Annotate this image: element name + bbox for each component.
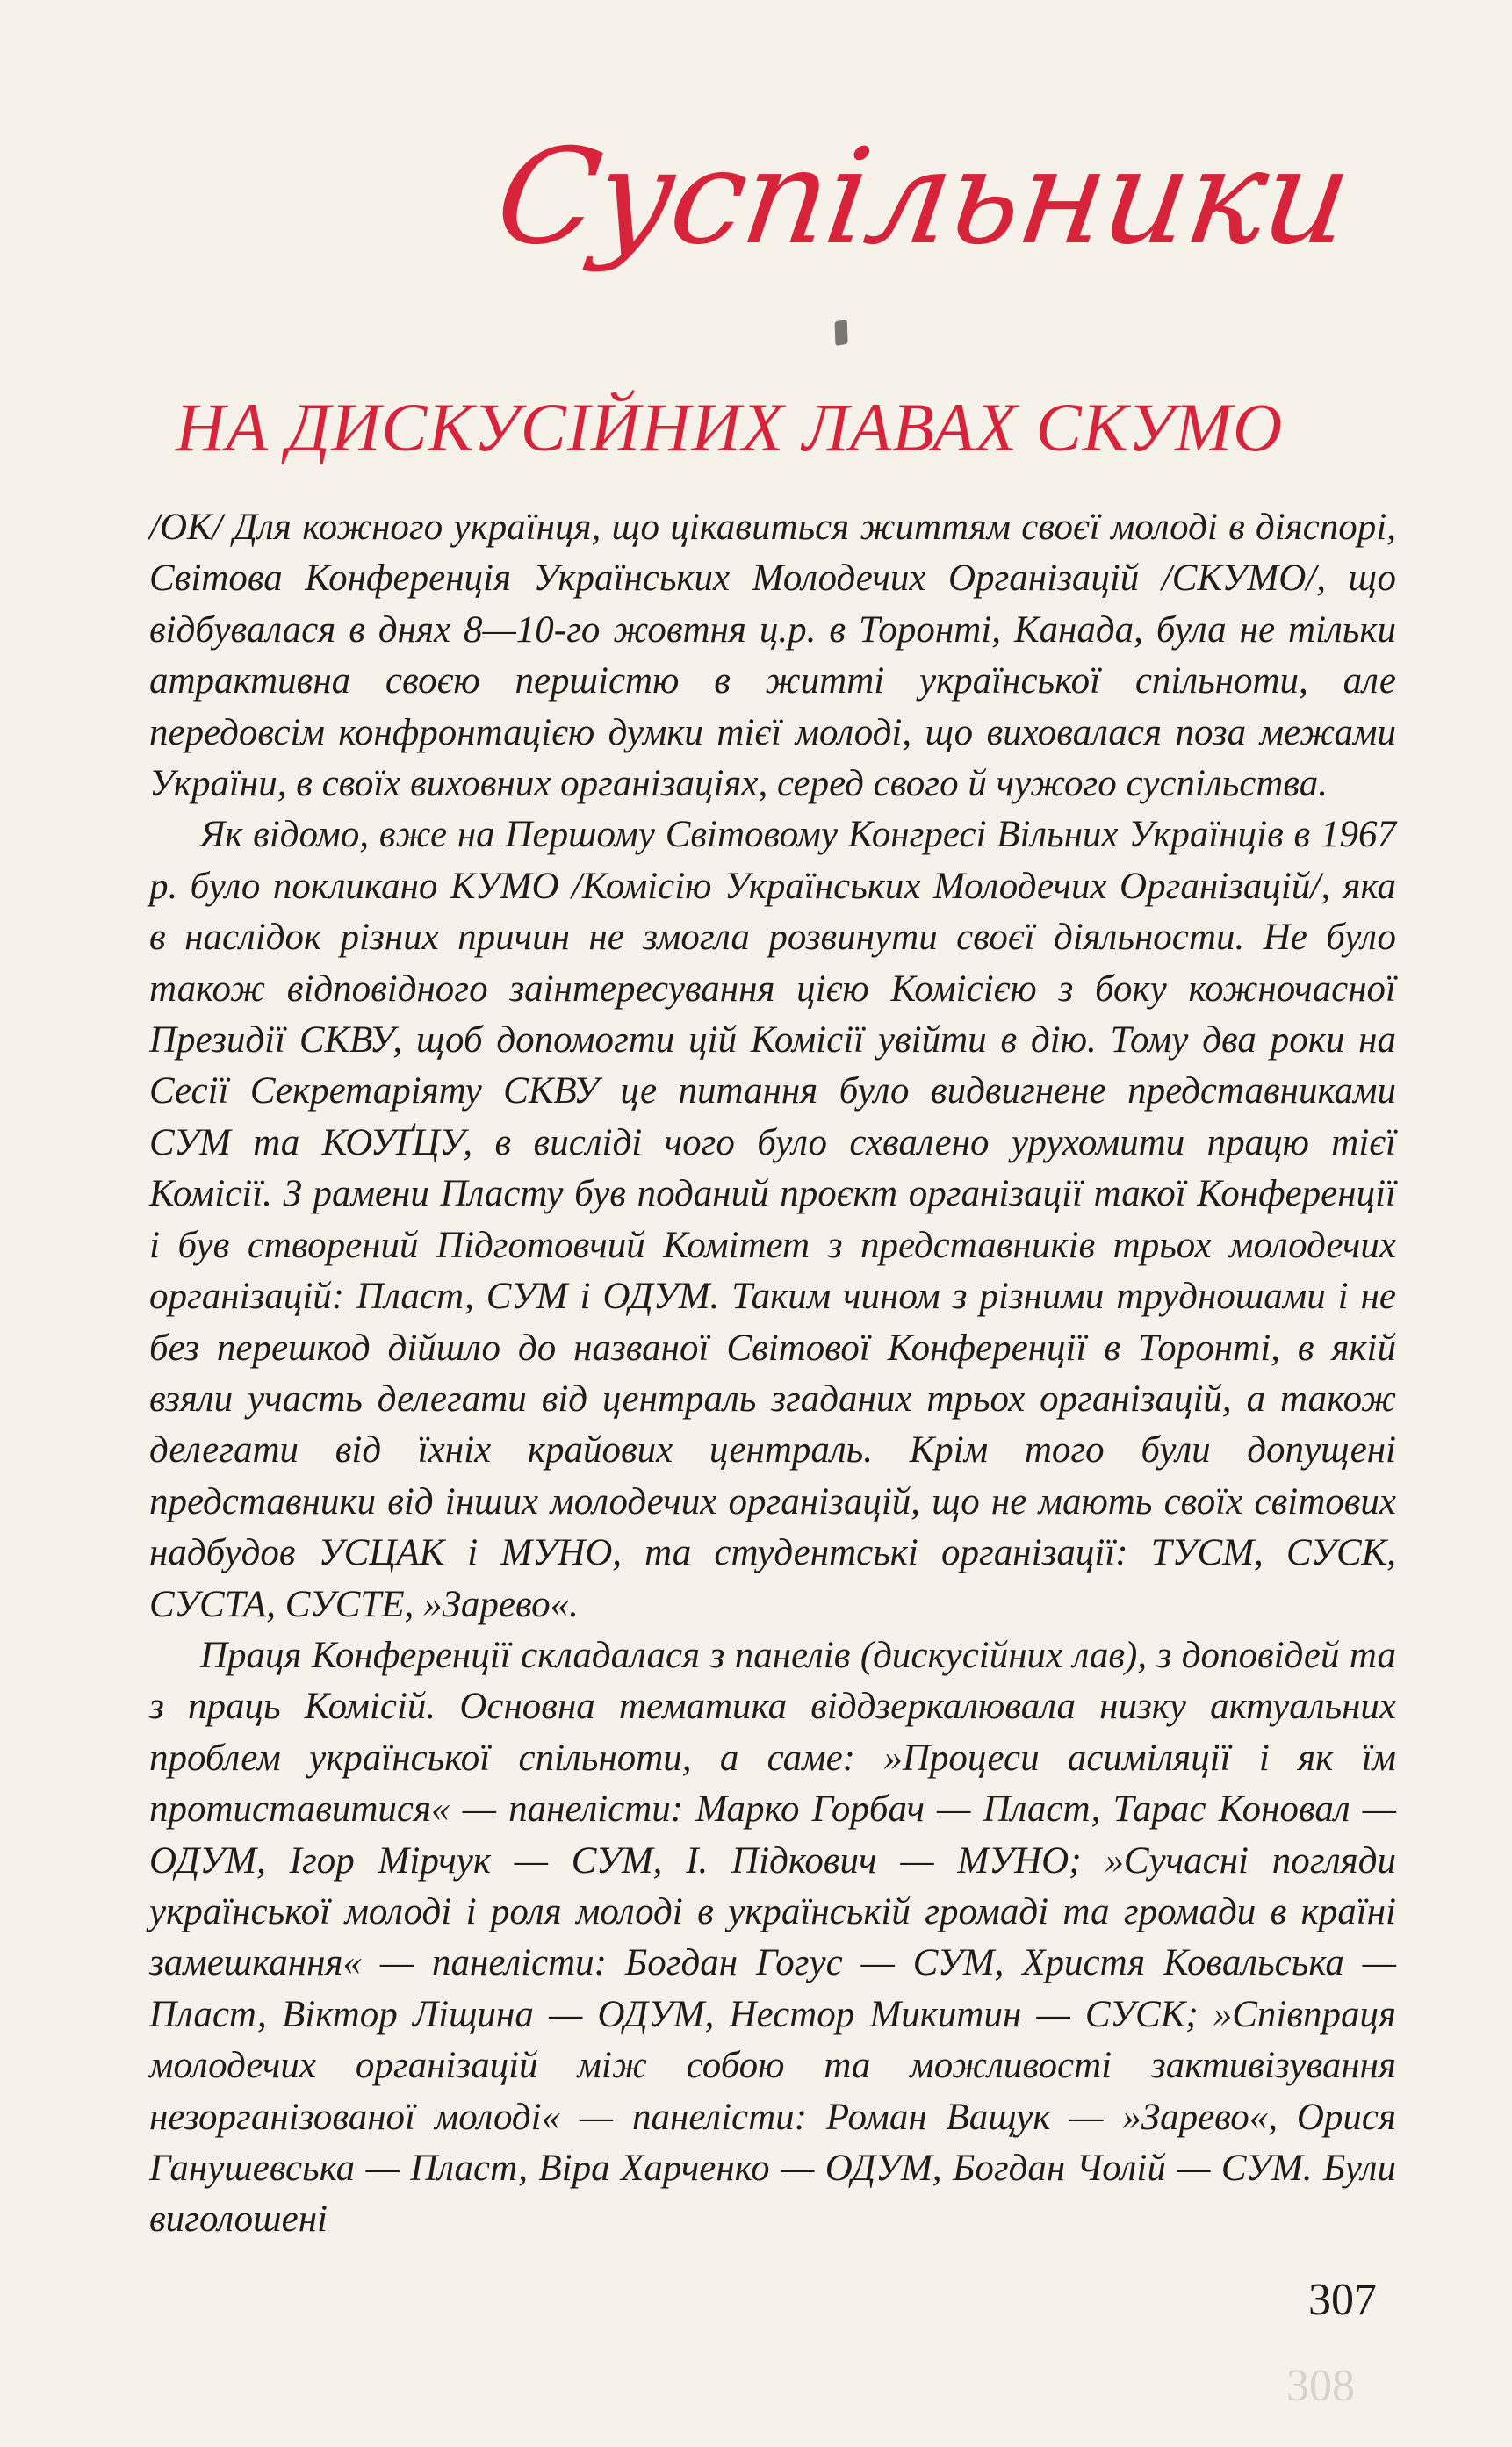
paragraph-2: Як відомо, вже на Першому Світовому Конгресі Вільних Українців в 1967 р. було покликано КУМО /Комісію Українських Молодечих Організацій/, яка в наслідок різних причин не змогла розвинути своєї діяльности. Не було також відповідного заінтересування цією Комісією з боку кожночасної Президії СКВУ, щоб допомогти цій Комісії увійти в дію. Тому два роки на Сесії Секретаріяту СКВУ це питання було видвигнене представниками СУМ та КОУҐЦУ, в висліді чого було схвалено урухомити працю тієї Комісії. З рамени Пласту був поданий проєкт організації такої Конференції і був створений Підготовчий Комітет з представників трьох молодечих організацій: Пласт, СУМ і ОДУМ. Таким чином з різними трудношами і не без перешкод дійшло до названої Світової Конференції в Торонті, в якій взяли участь делегати від централь згаданих трьох організацій, а також делегати від їхніх крайових централь. Крім того були допущені представники від інших молодечих організацій, що не мають своїх світових надбудов УСЦАК і МУНО, та студентські організації: ТУСМ, СУСК, СУСТА, СУСТЕ, »Зарево«. [149, 814, 1396, 1625]
bleed-through-page-number: 308 [1286, 2361, 1355, 2411]
section-title-text: Суспільники [487, 121, 1359, 274]
ink-mark [835, 320, 848, 346]
paragraph-3: Праця Конференції складалася з панелів (дискусійних лав), з доповідей та з праць Комісій. Основна тематика віддзеркалювала низку актуальних проблем української спільноти, а саме: »Процеси асиміляції і як їм протиставитися« — панелісти: Марко Горбач — Пласт, Тарас Коновал — ОДУМ, Ігор Мірчук — СУМ, І. Підкович — МУНО; »Сучасні погляди української молоді і роля молоді в українській громаді та громади в країні замешкання« — панелісти: Богдан Гогус — СУМ, Христя Ковальська — Пласт, Віктор Ліщина — ОДУМ, Нестор Микитин — СУСК; »Співпраця молодечих організацій між собою та можливості зактивізування незорганізованої молоді« — панелісти: Роман Ващук — »Зарево«, Орися Ганушевська — Пласт, Віра Харченко — ОДУМ, Богдан Чолій — СУМ. Були виголошені [149, 1634, 1396, 2241]
page-number: 307 [1308, 2275, 1377, 2325]
section-title [476, 121, 1359, 360]
article-headline: НА ДИСКУСІЙНИХ ЛАВАХ СКУМО [176, 389, 1284, 465]
paragraph-1: /ОК/ Для кожного українця, що цікавиться життям своєї молоді в діяспорі, Світова Конференція Українських Молодечих Організацій /СКУМО/, що відбувалася в днях 8—10-го жовтня ц.р. в Торонті, Канада, була не тільки атрактивна своєю першістю в житті української спільноти, але передовсім конфронтацією думки тієї молоді, що виховалася поза межами України, в своїх виховних організаціях, серед свого й чужого суспільства. [149, 507, 1396, 805]
article-body [149, 502, 1396, 2246]
